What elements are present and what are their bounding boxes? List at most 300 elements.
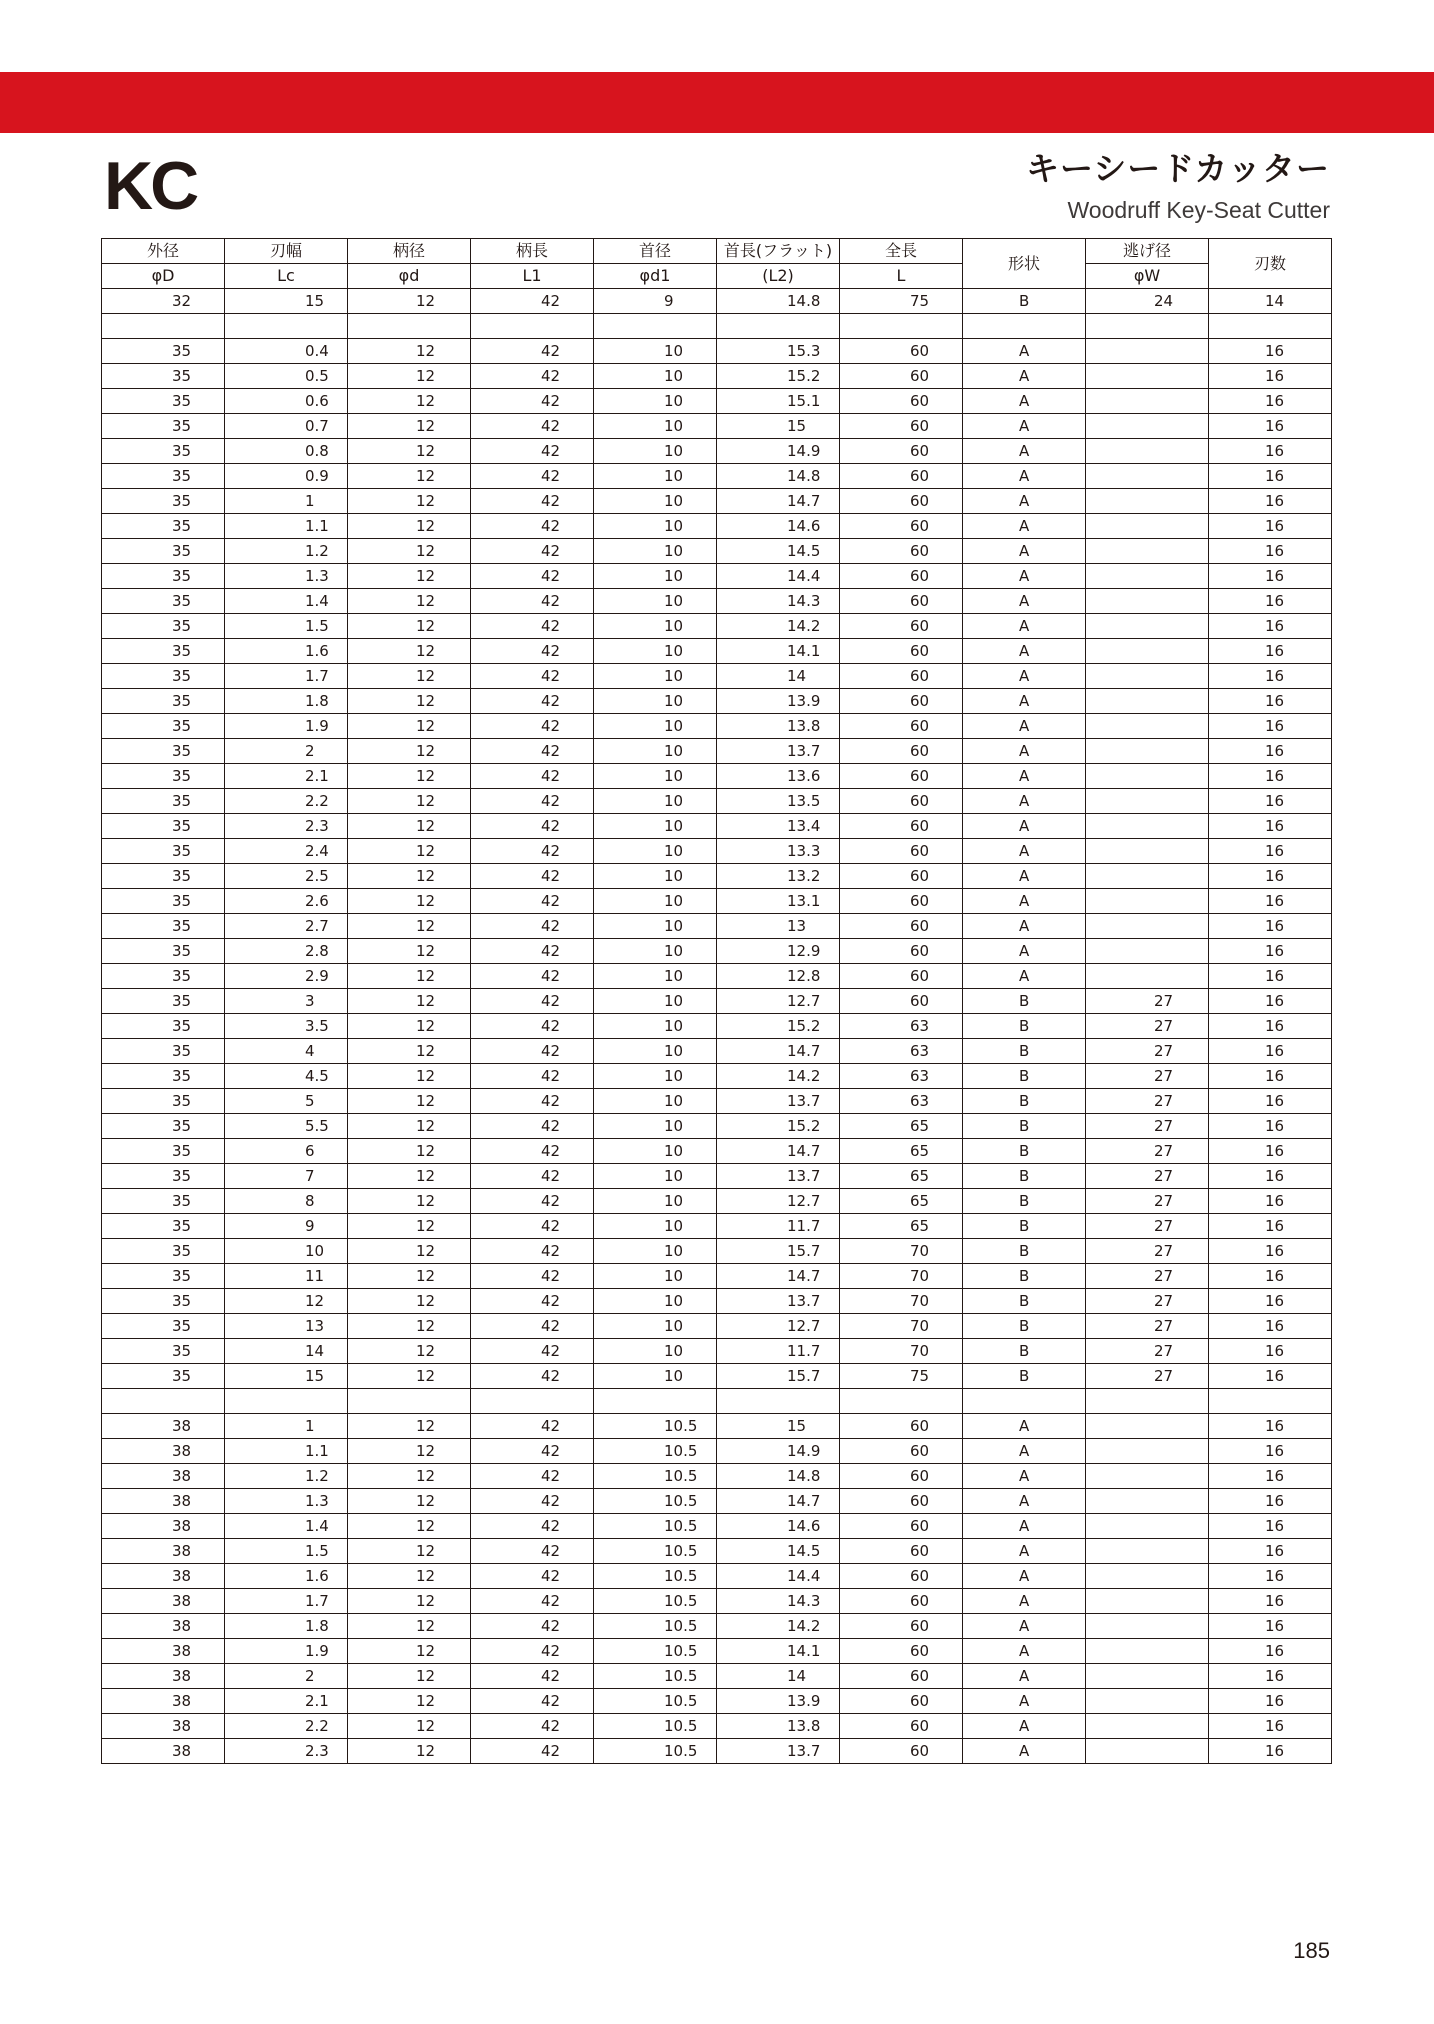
- table-cell: 42: [471, 1164, 594, 1189]
- table-cell: 32: [102, 289, 225, 314]
- table-cell: 35: [102, 989, 225, 1014]
- table-cell: 42: [471, 514, 594, 539]
- table-row: [102, 989, 1332, 1014]
- table-cell: A: [963, 839, 1086, 864]
- table-cell: 14.3: [717, 589, 840, 614]
- table-cell: 42: [471, 364, 594, 389]
- table-cell: [348, 1389, 471, 1414]
- table-cell: 12: [348, 989, 471, 1014]
- table-cell: 10: [225, 1239, 348, 1264]
- table-cell: 27: [1086, 1364, 1209, 1389]
- table-cell: 60: [840, 764, 963, 789]
- table-cell: 42: [471, 439, 594, 464]
- table-cell: 12.7: [717, 1314, 840, 1339]
- table-cell: 35: [102, 864, 225, 889]
- table-cell: [102, 314, 225, 339]
- table-cell: 12: [348, 1664, 471, 1689]
- table-cell: 14.7: [717, 1264, 840, 1289]
- table-cell: 16: [1209, 564, 1332, 589]
- table-cell: 16: [1209, 739, 1332, 764]
- table-cell: [1086, 539, 1209, 564]
- table-cell: 10: [594, 739, 717, 764]
- table-cell: A: [963, 464, 1086, 489]
- table-cell: 12: [348, 864, 471, 889]
- table-cell: 12: [348, 714, 471, 739]
- table-cell: [594, 1389, 717, 1414]
- table-cell: 42: [471, 1139, 594, 1164]
- table-cell: 12: [348, 1564, 471, 1589]
- table-cell: 42: [471, 889, 594, 914]
- table-cell: 38: [102, 1439, 225, 1464]
- table-cell: 16: [1209, 639, 1332, 664]
- table-cell: 35: [102, 1314, 225, 1339]
- table-cell: 14.1: [717, 639, 840, 664]
- table-cell: 1.4: [225, 1514, 348, 1539]
- table-cell: 16: [1209, 664, 1332, 689]
- table-cell: 60: [840, 889, 963, 914]
- table-cell: 42: [471, 1739, 594, 1764]
- table-cell: 38: [102, 1689, 225, 1714]
- table-cell: [225, 1389, 348, 1414]
- header-cell-shank-length: 柄長: [471, 239, 594, 264]
- table-cell: 35: [102, 489, 225, 514]
- table-cell: 27: [1086, 1339, 1209, 1364]
- table-cell: 60: [840, 389, 963, 414]
- table-cell: 10: [594, 839, 717, 864]
- table-cell: 12: [348, 1589, 471, 1614]
- table-cell: 42: [471, 1489, 594, 1514]
- table-cell: 12: [348, 1314, 471, 1339]
- table-cell: B: [963, 1039, 1086, 1064]
- header-cell-shank-diameter: 柄径: [348, 239, 471, 264]
- table-cell: 14.7: [717, 1139, 840, 1164]
- table-cell: 63: [840, 1014, 963, 1039]
- table-cell: [1086, 1439, 1209, 1464]
- table-cell: 75: [840, 1364, 963, 1389]
- table-cell: 60: [840, 1464, 963, 1489]
- table-cell: 3: [225, 989, 348, 1014]
- table-cell: B: [963, 1214, 1086, 1239]
- table-cell: 35: [102, 939, 225, 964]
- table-cell: 7: [225, 1164, 348, 1189]
- table-cell: 27: [1086, 1289, 1209, 1314]
- table-row: [102, 664, 1332, 689]
- table-row: [102, 389, 1332, 414]
- table-cell: 16: [1209, 1014, 1332, 1039]
- table-cell: 14.7: [717, 1489, 840, 1514]
- table-cell: 35: [102, 889, 225, 914]
- table-cell: 27: [1086, 1039, 1209, 1064]
- table-row: [102, 1539, 1332, 1564]
- table-cell: 12: [348, 1539, 471, 1564]
- table-cell: 13.6: [717, 764, 840, 789]
- table-cell: 16: [1209, 1639, 1332, 1664]
- table-cell: 10: [594, 364, 717, 389]
- table-cell: 16: [1209, 714, 1332, 739]
- table-cell: 42: [471, 1514, 594, 1539]
- table-cell: 60: [840, 414, 963, 439]
- table-cell: 13.9: [717, 689, 840, 714]
- table-cell: [1086, 1639, 1209, 1664]
- table-cell: 12: [348, 539, 471, 564]
- table-cell: 15.2: [717, 1114, 840, 1139]
- table-cell: 10.5: [594, 1589, 717, 1614]
- header-cell-outer-diameter: 外径: [102, 239, 225, 264]
- table-cell: 12: [348, 564, 471, 589]
- table-cell: 38: [102, 1414, 225, 1439]
- table-cell: 10: [594, 464, 717, 489]
- table-cell: 13: [717, 914, 840, 939]
- table-cell: B: [963, 1189, 1086, 1214]
- table-cell: 60: [840, 914, 963, 939]
- table-cell: 2.3: [225, 814, 348, 839]
- table-cell: 35: [102, 1289, 225, 1314]
- table-cell: [471, 314, 594, 339]
- table-cell: B: [963, 1364, 1086, 1389]
- table-cell: 12: [348, 739, 471, 764]
- table-cell: 12: [348, 364, 471, 389]
- table-row: [102, 514, 1332, 539]
- table-cell: [1086, 1589, 1209, 1614]
- table-cell: B: [963, 1314, 1086, 1339]
- table-cell: A: [963, 339, 1086, 364]
- table-cell: 35: [102, 764, 225, 789]
- table-cell: 16: [1209, 464, 1332, 489]
- table-cell: 2.4: [225, 839, 348, 864]
- table-cell: 42: [471, 1264, 594, 1289]
- table-cell: 16: [1209, 1564, 1332, 1589]
- table-cell: 16: [1209, 1614, 1332, 1639]
- table-cell: 12: [348, 1239, 471, 1264]
- table-cell: 12: [348, 589, 471, 614]
- table-cell: A: [963, 1664, 1086, 1689]
- table-cell: 35: [102, 1264, 225, 1289]
- header-symbol-cell: φD: [102, 264, 225, 289]
- table-cell: 60: [840, 364, 963, 389]
- table-cell: [963, 1389, 1086, 1414]
- table-cell: 12: [348, 1164, 471, 1189]
- table-cell: A: [963, 739, 1086, 764]
- table-cell: B: [963, 1089, 1086, 1114]
- table-cell: 60: [840, 1589, 963, 1614]
- table-cell: [840, 314, 963, 339]
- table-cell: 60: [840, 639, 963, 664]
- table-cell: 27: [1086, 1264, 1209, 1289]
- table-cell: 35: [102, 1239, 225, 1264]
- table-cell: 14.9: [717, 1439, 840, 1464]
- table-cell: 1.1: [225, 1439, 348, 1464]
- table-cell: 11: [225, 1264, 348, 1289]
- table-cell: [1086, 814, 1209, 839]
- table-cell: A: [963, 364, 1086, 389]
- table-cell: 12: [348, 889, 471, 914]
- table-row: [102, 1464, 1332, 1489]
- table-cell: 60: [840, 739, 963, 764]
- table-cell: 1: [225, 489, 348, 514]
- table-cell: 11.7: [717, 1339, 840, 1364]
- table-cell: 10: [594, 964, 717, 989]
- table-cell: 12: [348, 1489, 471, 1514]
- table-cell: A: [963, 789, 1086, 814]
- table-cell: A: [963, 1689, 1086, 1714]
- page-number: 185: [1293, 1938, 1330, 1963]
- table-cell: 14.5: [717, 1539, 840, 1564]
- table-cell: 2.8: [225, 939, 348, 964]
- table-cell: 2.2: [225, 1714, 348, 1739]
- table-cell: A: [963, 1489, 1086, 1514]
- table-cell: 42: [471, 1464, 594, 1489]
- table-cell: 16: [1209, 414, 1332, 439]
- table-cell: [1086, 714, 1209, 739]
- table-cell: 70: [840, 1339, 963, 1364]
- table-cell: 13.7: [717, 1289, 840, 1314]
- table-cell: [1086, 639, 1209, 664]
- table-cell: A: [963, 564, 1086, 589]
- table-cell: 2.2: [225, 789, 348, 814]
- table-cell: 1.2: [225, 539, 348, 564]
- table-cell: 60: [840, 464, 963, 489]
- table-cell: 10: [594, 489, 717, 514]
- table-cell: 42: [471, 1439, 594, 1464]
- table-cell: 16: [1209, 989, 1332, 1014]
- table-cell: 1.6: [225, 1564, 348, 1589]
- table-cell: 38: [102, 1539, 225, 1564]
- table-cell: 12: [348, 1064, 471, 1089]
- header-symbol-cell: Lc: [225, 264, 348, 289]
- table-cell: 0.5: [225, 364, 348, 389]
- table-cell: 10.5: [594, 1564, 717, 1589]
- table-row: [102, 1239, 1332, 1264]
- table-cell: 12: [348, 1339, 471, 1364]
- table-cell: A: [963, 1539, 1086, 1564]
- table-cell: 13: [225, 1314, 348, 1339]
- table-cell: 38: [102, 1739, 225, 1764]
- table-cell: 60: [840, 939, 963, 964]
- header-symbol-cell: L: [840, 264, 963, 289]
- table-cell: 14.3: [717, 1589, 840, 1614]
- table-cell: 16: [1209, 689, 1332, 714]
- table-cell: 63: [840, 1089, 963, 1114]
- table-cell: 35: [102, 1364, 225, 1389]
- table-cell: 60: [840, 564, 963, 589]
- table-cell: 12: [348, 414, 471, 439]
- table-cell: A: [963, 389, 1086, 414]
- table-row: [102, 639, 1332, 664]
- table-cell: 16: [1209, 1414, 1332, 1439]
- table-cell: B: [963, 1014, 1086, 1039]
- table-cell: 60: [840, 714, 963, 739]
- table-cell: 16: [1209, 814, 1332, 839]
- table-cell: 42: [471, 939, 594, 964]
- table-cell: 10.5: [594, 1514, 717, 1539]
- table-cell: [1086, 339, 1209, 364]
- table-cell: 12: [225, 1289, 348, 1314]
- table-cell: 42: [471, 289, 594, 314]
- table-cell: [1086, 564, 1209, 589]
- table-cell: 12: [348, 289, 471, 314]
- table-row: [102, 864, 1332, 889]
- table-cell: 16: [1209, 864, 1332, 889]
- table-cell: 12: [348, 389, 471, 414]
- table-row: [102, 1064, 1332, 1089]
- table-cell: A: [963, 864, 1086, 889]
- table-cell: 42: [471, 539, 594, 564]
- table-cell: 13.4: [717, 814, 840, 839]
- table-cell: 42: [471, 914, 594, 939]
- header-cell-flutes: 刃数: [1209, 239, 1332, 289]
- table-cell: 35: [102, 1139, 225, 1164]
- table-cell: 15: [225, 289, 348, 314]
- table-cell: 60: [840, 339, 963, 364]
- table-cell: 12: [348, 1014, 471, 1039]
- table-cell: 10: [594, 514, 717, 539]
- table-cell: 42: [471, 1064, 594, 1089]
- table-cell: 12: [348, 1414, 471, 1439]
- table-cell: A: [963, 614, 1086, 639]
- table-cell: 27: [1086, 1064, 1209, 1089]
- table-cell: 35: [102, 514, 225, 539]
- table-row: [102, 564, 1332, 589]
- table-cell: A: [963, 914, 1086, 939]
- table-cell: B: [963, 989, 1086, 1014]
- table-cell: 42: [471, 989, 594, 1014]
- table-cell: A: [963, 1564, 1086, 1589]
- table-cell: 16: [1209, 364, 1332, 389]
- table-cell: [1086, 389, 1209, 414]
- table-cell: 14.1: [717, 1639, 840, 1664]
- table-row: [102, 1639, 1332, 1664]
- header-cell-blade-width: 刃幅: [225, 239, 348, 264]
- table-cell: 42: [471, 1714, 594, 1739]
- table-cell: 1.3: [225, 564, 348, 589]
- table-cell: 10: [594, 989, 717, 1014]
- table-cell: [1086, 689, 1209, 714]
- table-cell: [1086, 439, 1209, 464]
- table-cell: 13.8: [717, 714, 840, 739]
- table-cell: 2.1: [225, 764, 348, 789]
- table-cell: 60: [840, 1664, 963, 1689]
- table-cell: 75: [840, 289, 963, 314]
- table-cell: 16: [1209, 1689, 1332, 1714]
- table-row: [102, 314, 1332, 339]
- table-row: [102, 839, 1332, 864]
- table-cell: 10: [594, 689, 717, 714]
- table-cell: 12: [348, 1364, 471, 1389]
- table-cell: 38: [102, 1489, 225, 1514]
- table-cell: [1086, 889, 1209, 914]
- table-cell: 42: [471, 564, 594, 589]
- table-cell: 2.5: [225, 864, 348, 889]
- table-cell: 42: [471, 1689, 594, 1714]
- table-cell: [1086, 839, 1209, 864]
- table-cell: 35: [102, 1089, 225, 1114]
- brand-logo: KC: [104, 148, 197, 224]
- header-cell-neck-length: 首長(フラット): [717, 239, 840, 264]
- table-cell: 1.3: [225, 1489, 348, 1514]
- table-cell: 35: [102, 1214, 225, 1239]
- table-cell: 13.3: [717, 839, 840, 864]
- table-cell: 10: [594, 1289, 717, 1314]
- table-cell: 38: [102, 1589, 225, 1614]
- header-symbol-cell: (L2): [717, 264, 840, 289]
- table-cell: 60: [840, 1489, 963, 1514]
- table-row: [102, 964, 1332, 989]
- table-cell: 16: [1209, 964, 1332, 989]
- header-symbol-cell: φd1: [594, 264, 717, 289]
- table-row: [102, 1264, 1332, 1289]
- table-cell: 16: [1209, 789, 1332, 814]
- table-cell: A: [963, 964, 1086, 989]
- table-cell: 42: [471, 1339, 594, 1364]
- table-cell: 14.7: [717, 1039, 840, 1064]
- table-cell: 10: [594, 1064, 717, 1089]
- table-cell: 4: [225, 1039, 348, 1064]
- table-cell: 16: [1209, 539, 1332, 564]
- table-row: [102, 1589, 1332, 1614]
- table-cell: 42: [471, 1639, 594, 1664]
- table-cell: 16: [1209, 1589, 1332, 1614]
- table-cell: 10: [594, 1164, 717, 1189]
- table-cell: 12: [348, 1089, 471, 1114]
- table-cell: 15.3: [717, 339, 840, 364]
- table-cell: 10: [594, 814, 717, 839]
- table-cell: [1086, 614, 1209, 639]
- table-cell: A: [963, 514, 1086, 539]
- table-cell: 38: [102, 1614, 225, 1639]
- table-cell: 35: [102, 439, 225, 464]
- table-row: [102, 1114, 1332, 1139]
- table-row: [102, 1739, 1332, 1764]
- table-cell: 42: [471, 1014, 594, 1039]
- table-cell: 12: [348, 1739, 471, 1764]
- table-cell: 10: [594, 1214, 717, 1239]
- table-cell: 10.5: [594, 1489, 717, 1514]
- table-cell: 10: [594, 1264, 717, 1289]
- table-cell: A: [963, 889, 1086, 914]
- table-cell: 14.8: [717, 1464, 840, 1489]
- table-cell: A: [963, 664, 1086, 689]
- table-cell: 60: [840, 1439, 963, 1464]
- table-cell: 10: [594, 1189, 717, 1214]
- table-cell: 12: [348, 914, 471, 939]
- table-cell: 12.7: [717, 989, 840, 1014]
- table-cell: [1086, 314, 1209, 339]
- table-cell: 65: [840, 1164, 963, 1189]
- table-cell: A: [963, 639, 1086, 664]
- table-cell: 10: [594, 939, 717, 964]
- table-cell: [1086, 414, 1209, 439]
- table-cell: 14.7: [717, 489, 840, 514]
- table-cell: [1086, 364, 1209, 389]
- table-cell: 10: [594, 1364, 717, 1389]
- table-cell: 60: [840, 864, 963, 889]
- table-cell: 42: [471, 1239, 594, 1264]
- table-cell: 10: [594, 539, 717, 564]
- header-symbol-cell: L1: [471, 264, 594, 289]
- table-cell: 12: [348, 964, 471, 989]
- table-cell: 42: [471, 639, 594, 664]
- table-cell: 42: [471, 964, 594, 989]
- table-cell: [1086, 1739, 1209, 1764]
- table-cell: 10: [594, 1014, 717, 1039]
- table-cell: 38: [102, 1514, 225, 1539]
- table-cell: 24: [1086, 289, 1209, 314]
- table-row: [102, 1389, 1332, 1414]
- table-cell: 14: [1209, 289, 1332, 314]
- table-cell: 16: [1209, 1714, 1332, 1739]
- table-cell: 42: [471, 664, 594, 689]
- table-cell: 12: [348, 1689, 471, 1714]
